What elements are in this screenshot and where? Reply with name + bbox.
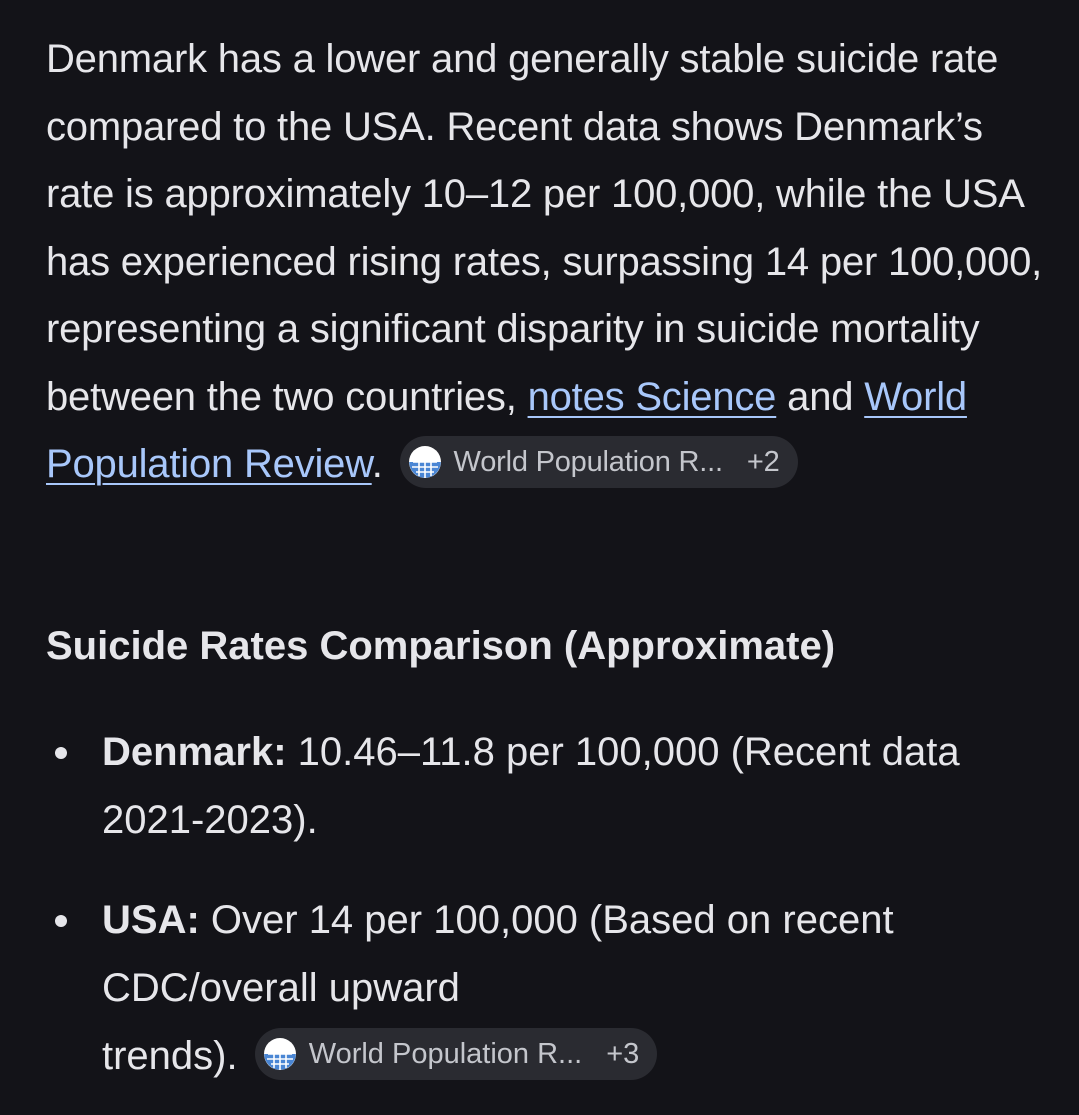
list-item-usa (46, 886, 1046, 1090)
source-chip[interactable] (400, 436, 798, 488)
comparison-list (46, 718, 1046, 1090)
summary-connector: and (776, 374, 865, 419)
list-item-label: Denmark: (102, 730, 287, 774)
source-chip[interactable] (255, 1028, 658, 1080)
source-chip-label: World Population R... (453, 445, 723, 478)
list-item-text: 10.46–11.8 per 100,000 (Recent data 2021-2023). (102, 730, 960, 842)
list-item-text-end: trends). (102, 1034, 238, 1078)
source-chip-count: +2 (746, 445, 780, 478)
source-chip-count: +3 (606, 1038, 640, 1071)
bullet-dot (55, 747, 67, 759)
link-world-population-review[interactable]: World Population Review (46, 374, 967, 486)
globe-icon (408, 445, 442, 479)
response-content (46, 26, 1046, 1078)
source-chip-label: World Population R... (308, 1038, 583, 1071)
summary-end: . (371, 442, 383, 486)
globe-icon (263, 1037, 297, 1071)
list-item-denmark (46, 718, 1046, 854)
section-heading: Suicide Rates Comparison (Approximate) (46, 624, 836, 668)
bullet-dot (55, 915, 67, 927)
list-item-text: Over 14 per 100,000 (Based on recent CDC/overall upward (102, 898, 894, 1010)
summary-paragraph (46, 26, 1046, 499)
link-notes-science[interactable]: notes Science (527, 374, 777, 419)
list-item-label: USA: (102, 898, 200, 942)
summary-text: Denmark has a lower and generally stable suicide rate compared to the USA. Recent data shows Denmark’s rate is approximately 10–12 per 100,000, while the USA has experienced rising rates, surpassing 14 per 100,000, representing a significant disparity in suicide mortality between the two countries, (46, 37, 1043, 419)
